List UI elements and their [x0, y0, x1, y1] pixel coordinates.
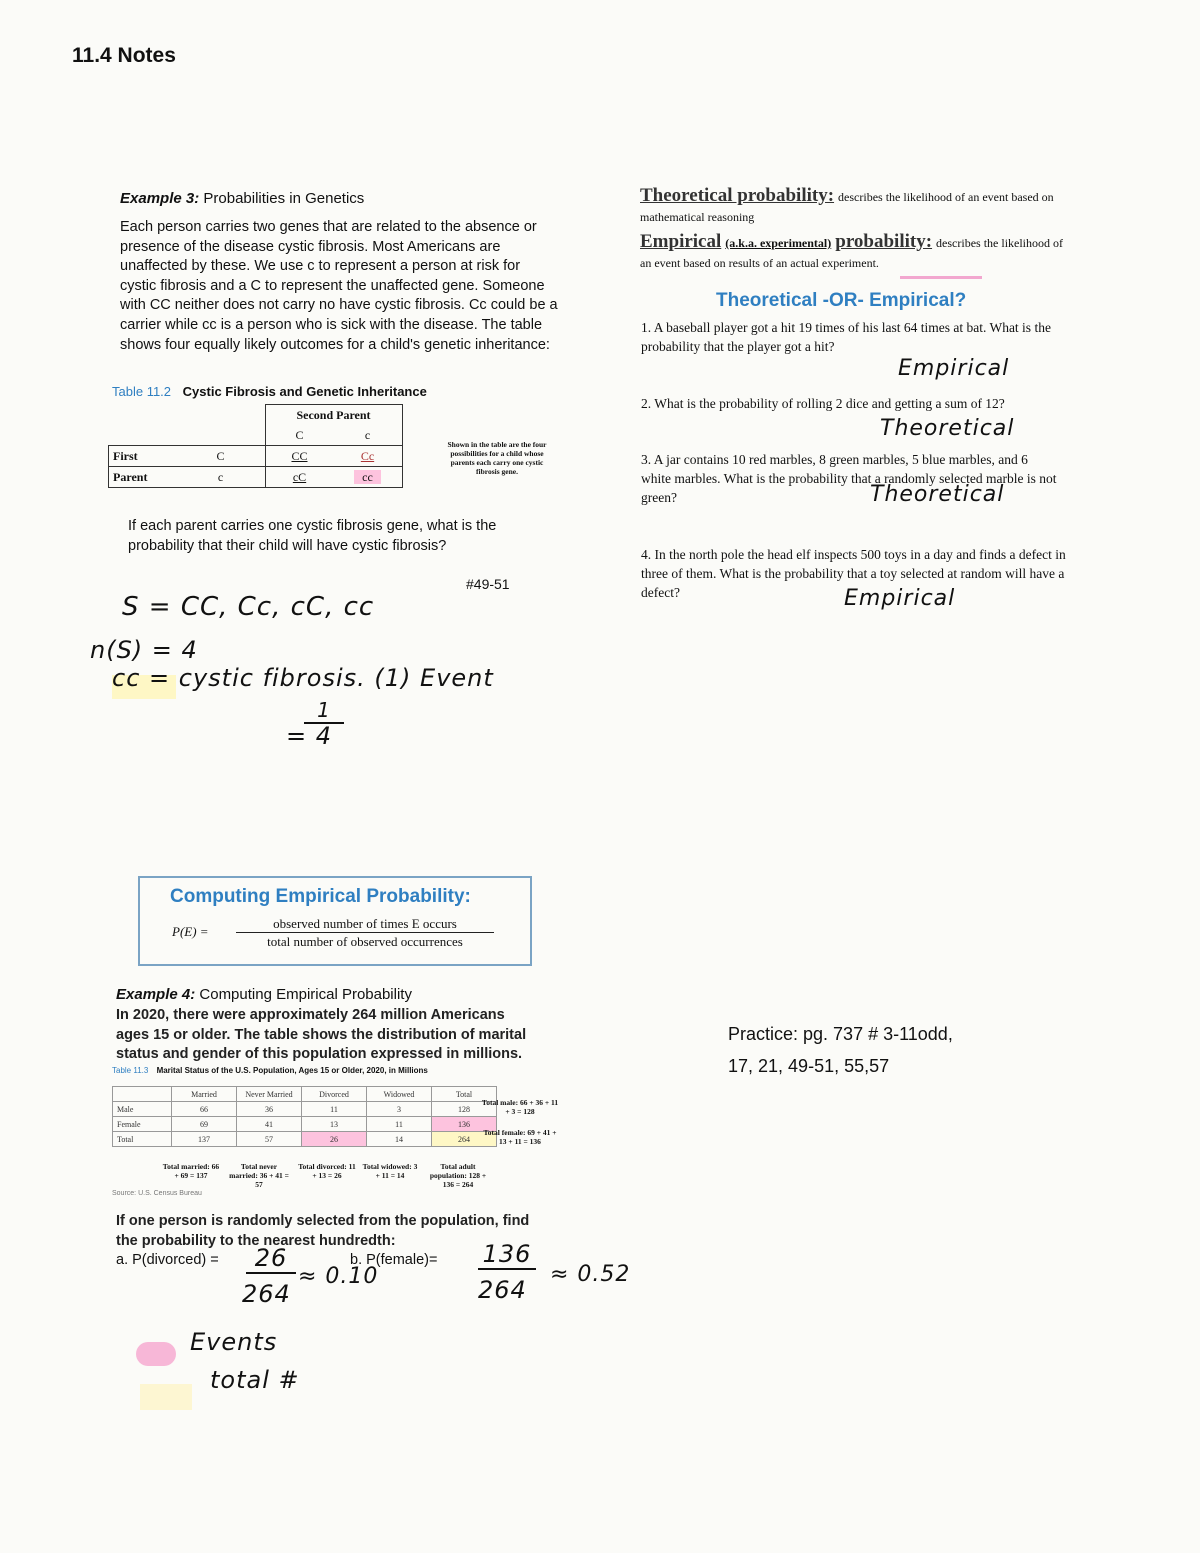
table-cell: Male: [113, 1102, 172, 1117]
genetics-side-note: Shown in the table are the four possibilities for a child whose parents each carry one cystic fibrosis gene.: [447, 440, 547, 476]
cell-Cc: Cc: [334, 446, 403, 467]
table-11-3-caption: [112, 1066, 428, 1075]
table-cell: 136: [432, 1117, 497, 1132]
pink-underline-mark: [900, 276, 982, 279]
empirical-definition: [640, 232, 1070, 273]
empirical-term-b: (a.k.a. experimental): [725, 236, 832, 250]
example3-heading: [120, 190, 364, 207]
total-widowed-note: Total widowed: 3 + 11 = 14: [362, 1162, 418, 1180]
table-cell: 41: [237, 1117, 302, 1132]
total-divorced-note: Total divorced: 11 + 13 = 26: [298, 1162, 356, 1180]
cell-CC: CC: [265, 446, 334, 467]
first-parent-label-1: First: [109, 446, 177, 467]
marital-table-wrap: [112, 1086, 497, 1147]
cell-cC: cC: [265, 467, 334, 488]
table-cell: 57: [237, 1132, 302, 1147]
marital-table: [112, 1086, 497, 1147]
marital-header: Total: [432, 1087, 497, 1102]
genetics-table: [108, 404, 403, 488]
col-header-C: C: [265, 425, 334, 446]
table-cell: 14: [367, 1132, 432, 1147]
practice-line-1: Practice: pg. 737 # 3-11odd,: [728, 1024, 953, 1044]
example3-title: Probabilities in Genetics: [203, 190, 365, 207]
total-male-note: Total male: 66 + 36 + 11 + 3 = 128: [481, 1098, 559, 1116]
part-b-label: b. P(female)=: [350, 1252, 438, 1268]
formula-denominator: total number of observed occurrences: [267, 934, 463, 949]
table-source: Source: U.S. Census Bureau: [112, 1190, 202, 1197]
marital-header: Never Married: [237, 1087, 302, 1102]
formula-numerator: observed number of times E occurs: [236, 916, 494, 933]
empirical-def: describes the likelihood of an event based on results of an actual experiment.: [640, 236, 1064, 270]
table-11-2-title: Cystic Fibrosis and Genetic Inheritance: [182, 384, 427, 399]
table-cell: 26: [302, 1132, 367, 1147]
row-header-C: C: [216, 448, 225, 463]
example4-title: Computing Empirical Probability: [199, 986, 412, 1003]
table-cell: 36: [237, 1102, 302, 1117]
example4-question: If one person is randomly selected from the population, find the probability to the nearest hundredth:: [116, 1213, 530, 1249]
example3-label: Example 3:: [120, 190, 200, 207]
b-denominator: 264: [478, 1276, 527, 1304]
theoretical-term: Theoretical probability:: [640, 185, 835, 206]
total-female-note: Total female: 69 + 41 + 13 + 11 = 136: [483, 1128, 557, 1146]
hw-reference: #49-51: [466, 576, 510, 592]
table-cell: 11: [367, 1117, 432, 1132]
a-denominator: 264: [242, 1280, 291, 1308]
theoretical-definition: [640, 186, 1060, 227]
table-row: [113, 1132, 497, 1147]
b-numerator: 136: [478, 1240, 536, 1270]
pink-swatch: [136, 1342, 176, 1366]
sample-space-work: S = CC, Cc, cC, cc: [122, 592, 375, 622]
quiz-heading: Theoretical -OR- Empirical?: [716, 290, 967, 311]
table-cell: Female: [113, 1117, 172, 1132]
sample-size-work: n(S) = 4: [90, 636, 198, 664]
quiz-answer-2: Theoretical: [880, 416, 1015, 441]
marital-header: [113, 1087, 172, 1102]
example3-paragraph: Each person carries two genes that are related to the absence or presence of the disease cystic fibrosis. Most Americans are unaffected by these. We use c to represent a person at risk for cystic fibrosis and a C to represent the unaffected gene. Someone with CC neither does not carry no have cystic fibrosis. Cc could be a carrier while cc is a person who is sick with the disease. The table shows four equally likely outcomes for a child's genetic inheritance:: [120, 219, 558, 353]
quiz-answer-1: Empirical: [898, 356, 1010, 381]
table-cell: 137: [172, 1132, 237, 1147]
marital-header: Married: [172, 1087, 237, 1102]
table-row: [113, 1102, 497, 1117]
example4-paragraph: In 2020, there were approximately 264 million Americans ages 15 or older. The table shows the distribution of marital status and gender of this population expressed in millions.: [116, 1007, 527, 1063]
table-row: [113, 1117, 497, 1132]
yellow-swatch: [140, 1384, 192, 1410]
empirical-term-a: Empirical: [640, 231, 722, 252]
table-cell: 66: [172, 1102, 237, 1117]
table-cell: 69: [172, 1117, 237, 1132]
quiz-question-1: 1. A baseball player got a hit 19 times of his last 64 times at bat. What is the probability that the player got a hit?: [641, 320, 1051, 354]
quiz-question-3: 3. A jar contains 10 red marbles, 8 green marbles, 5 blue marbles, and 6 white marbles. What is the probability that a randomly selected marble is not green?: [641, 452, 1057, 505]
a-numerator: 26: [246, 1244, 296, 1274]
table-11-2-caption: [112, 384, 427, 399]
empirical-term-c: probability:: [835, 231, 933, 252]
practice-assignment: [728, 1018, 953, 1082]
total-married-note: Total married: 66 + 69 = 137: [162, 1162, 220, 1180]
example4-label: Example 4:: [116, 986, 196, 1003]
quiz-question-2: 2. What is the probability of rolling 2 dice and getting a sum of 12?: [641, 396, 1005, 411]
part-a-label: a. P(divorced) =: [116, 1252, 219, 1268]
table-11-2-number: Table 11.2: [112, 384, 172, 399]
marital-header: Divorced: [302, 1087, 367, 1102]
b-result: ≈ 0.52: [550, 1262, 631, 1287]
table-cell: Total: [113, 1132, 172, 1147]
second-parent-label: Second Parent: [265, 405, 402, 426]
empirical-formula-box: [138, 876, 532, 966]
row-header-c: c: [217, 469, 224, 484]
fraction-numerator: 1: [304, 698, 344, 724]
table-cell: 128: [432, 1102, 497, 1117]
table-cell: 13: [302, 1117, 367, 1132]
cell-cc: cc: [354, 470, 381, 484]
quiz-answer-3: Theoretical: [870, 482, 1005, 507]
practice-line-2: 17, 21, 49-51, 55,57: [728, 1056, 890, 1076]
table-11-3-title: Marital Status of the U.S. Population, Ages 15 or Older, 2020, in Millions: [156, 1066, 428, 1075]
event-work: cc = cystic fibrosis. (1) Event: [112, 664, 494, 692]
fraction-denominator: = 4: [286, 722, 333, 750]
example4-heading: [116, 986, 412, 1003]
quiz-answer-4: Empirical: [844, 586, 956, 611]
total-population-note: Total adult population: 128 + 136 = 264: [429, 1162, 487, 1189]
formula-lhs: P(E) =: [172, 924, 209, 939]
table-11-3-number: Table 11.3: [112, 1066, 149, 1075]
first-parent-label-2: Parent: [109, 467, 177, 488]
formula-title: Computing Empirical Probability:: [170, 886, 471, 907]
genetics-table-wrap: [108, 404, 403, 488]
col-header-c: c: [334, 425, 403, 446]
table-cell: 3: [367, 1102, 432, 1117]
marital-header-row: [113, 1087, 497, 1102]
theoretical-def: describes the likelihood of an event based on mathematical reasoning: [640, 190, 1054, 224]
legend-total: total #: [210, 1366, 300, 1394]
page-title: 11.4 Notes: [72, 44, 176, 67]
table-cell: 11: [302, 1102, 367, 1117]
legend-events: Events: [190, 1328, 278, 1356]
example3-question: If each parent carries one cystic fibrosis gene, what is the probability that their child will have cystic fibrosis?: [128, 518, 497, 554]
table-cell: 264: [432, 1132, 497, 1147]
marital-header: Widowed: [367, 1087, 432, 1102]
total-never-married-note: Total never married: 36 + 41 = 57: [229, 1162, 289, 1189]
quiz-question-4: 4. In the north pole the head elf inspects 500 toys in a day and finds a defect in three of them. What is the probability that a toy selected at random will have a defect?: [641, 547, 1066, 600]
a-result: ≈ 0.10: [298, 1264, 379, 1289]
